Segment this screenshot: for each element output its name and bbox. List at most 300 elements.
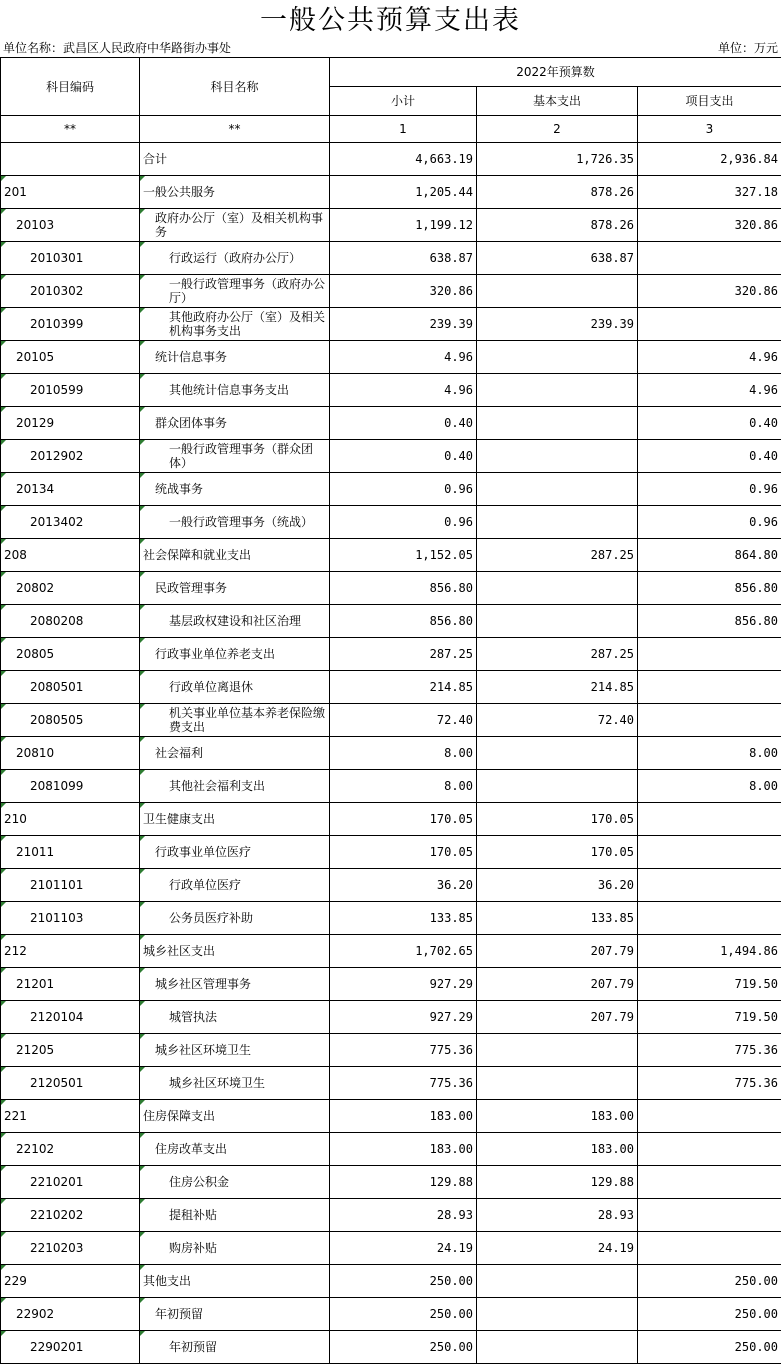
cell-subtotal-text: 1,702.65 (415, 944, 473, 958)
cell-basic-text: 24.19 (598, 1241, 634, 1255)
cell-subtotal (330, 803, 477, 836)
cell-marker-icon (1, 473, 6, 478)
cell-basic (477, 1034, 638, 1067)
cell-name-text: 机关事业单位基本养老保险缴费支出 (169, 706, 325, 734)
cell-marker-icon (1, 1331, 6, 1336)
cell-marker-icon (140, 440, 145, 445)
cell-subtotal (330, 1331, 477, 1364)
cell-name (140, 704, 330, 737)
cell-subtotal (330, 902, 477, 935)
cell-marker-icon (1, 308, 6, 313)
cell-project (638, 1232, 781, 1265)
cell-name-text: 其他社会福利支出 (169, 779, 265, 793)
cell-project-text: 320.86 (735, 218, 778, 232)
cell-marker-icon (1, 671, 6, 676)
cell-project-text: 775.36 (735, 1043, 778, 1057)
cell-subtotal (330, 1067, 477, 1100)
cell-name-text: 年初预留 (155, 1307, 203, 1321)
cell-code (1, 869, 140, 902)
cell-subtotal (330, 770, 477, 803)
cell-name-text: 基层政权建设和社区治理 (169, 614, 301, 628)
cell-name-text: 社会福利 (155, 746, 203, 760)
table-row (1, 407, 781, 440)
cell-name (140, 671, 330, 704)
cell-basic (477, 407, 638, 440)
table-row (1, 176, 781, 209)
cell-code (1, 473, 140, 506)
cell-marker-icon (140, 803, 145, 808)
cell-name (140, 341, 330, 374)
cell-basic-text: 878.26 (591, 185, 634, 199)
cell-project-text: 856.80 (735, 581, 778, 595)
cell-marker-icon (140, 902, 145, 907)
col-index-1: 1 (330, 116, 477, 143)
cell-subtotal (330, 176, 477, 209)
cell-basic-text: 287.25 (591, 647, 634, 661)
cell-code-text: 229 (4, 1274, 27, 1288)
cell-name-text: 行政单位医疗 (169, 878, 241, 892)
cell-basic-text: 133.85 (591, 911, 634, 925)
cell-subtotal (330, 1034, 477, 1067)
table-row (1, 572, 781, 605)
table-row (1, 1331, 781, 1364)
table-row (1, 1265, 781, 1298)
cell-code-text: 20810 (16, 746, 54, 760)
col-index-code: ** (1, 116, 140, 143)
cell-marker-icon (140, 1232, 145, 1237)
cell-name-text: 政府办公厅（室）及相关机构事务 (155, 211, 323, 239)
cell-subtotal-text: 927.29 (430, 1010, 473, 1024)
cell-code (1, 836, 140, 869)
cell-code (1, 1001, 140, 1034)
cell-name (140, 374, 330, 407)
cell-code (1, 1298, 140, 1331)
unit-name: 单位名称：武昌区人民政府中华路街办事处 (3, 41, 231, 56)
cell-subtotal-text: 133.85 (430, 911, 473, 925)
cell-subtotal-text: 8.00 (444, 779, 473, 793)
cell-name-text: 公务员医疗补助 (169, 911, 253, 925)
cell-marker-icon (1, 836, 6, 841)
cell-basic (477, 143, 638, 176)
cell-subtotal-text: 856.80 (430, 614, 473, 628)
cell-name-text: 行政事业单位医疗 (155, 845, 251, 859)
table-row (1, 770, 781, 803)
cell-project-text: 0.96 (749, 515, 778, 529)
table-row (1, 209, 781, 242)
cell-marker-icon (1, 572, 6, 577)
cell-basic (477, 1199, 638, 1232)
cell-project (638, 374, 781, 407)
cell-subtotal (330, 1298, 477, 1331)
cell-project (638, 1199, 781, 1232)
cell-name-text: 年初预留 (169, 1340, 217, 1354)
header-code: 科目编码 (1, 58, 140, 116)
cell-subtotal (330, 1133, 477, 1166)
cell-project-text: 320.86 (735, 284, 778, 298)
cell-code-text: 2080208 (30, 614, 83, 628)
cell-code-text: 20802 (16, 581, 54, 595)
cell-marker-icon (140, 1265, 145, 1270)
cell-subtotal (330, 506, 477, 539)
cell-name (140, 1067, 330, 1100)
cell-code-text: 2010399 (30, 317, 83, 331)
cell-name (140, 308, 330, 341)
cell-subtotal-text: 36.20 (437, 878, 473, 892)
cell-subtotal-text: 4,663.19 (415, 152, 473, 166)
cell-project-text: 775.36 (735, 1076, 778, 1090)
header-name: 科目名称 (140, 58, 330, 116)
cell-subtotal (330, 374, 477, 407)
table-row (1, 803, 781, 836)
cell-name-text: 购房补贴 (169, 1241, 217, 1255)
header-subtotal: 小计 (330, 87, 477, 116)
table-row (1, 1001, 781, 1034)
cell-basic (477, 671, 638, 704)
table-row (1, 1298, 781, 1331)
cell-name (140, 1166, 330, 1199)
cell-name (140, 770, 330, 803)
cell-marker-icon (1, 869, 6, 874)
cell-marker-icon (140, 605, 145, 610)
cell-subtotal-text: 250.00 (430, 1274, 473, 1288)
cell-project-text: 719.50 (735, 1010, 778, 1024)
cell-basic (477, 1133, 638, 1166)
budget-table (0, 57, 781, 1364)
cell-code-text: 22902 (16, 1307, 54, 1321)
cell-basic (477, 374, 638, 407)
cell-name-text: 一般行政管理事务（政府办公厅） (169, 277, 325, 305)
table-row (1, 935, 781, 968)
cell-project (638, 770, 781, 803)
cell-basic-text: 72.40 (598, 713, 634, 727)
cell-subtotal-text: 320.86 (430, 284, 473, 298)
cell-marker-icon (140, 869, 145, 874)
cell-code (1, 803, 140, 836)
cell-name-text: 城管执法 (169, 1010, 217, 1024)
cell-code-text: 22102 (16, 1142, 54, 1156)
cell-name (140, 869, 330, 902)
cell-marker-icon (1, 770, 6, 775)
cell-code (1, 671, 140, 704)
cell-name (140, 638, 330, 671)
cell-project (638, 209, 781, 242)
cell-basic (477, 209, 638, 242)
table-row (1, 836, 781, 869)
cell-marker-icon (1, 407, 6, 412)
cell-name-text: 城乡社区环境卫生 (169, 1076, 265, 1090)
cell-subtotal-text: 0.40 (444, 449, 473, 463)
cell-project (638, 572, 781, 605)
cell-marker-icon (1, 1100, 6, 1105)
header-basic: 基本支出 (477, 87, 638, 116)
cell-name-text: 群众团体事务 (155, 416, 227, 430)
cell-code-text: 21201 (16, 977, 54, 991)
cell-basic (477, 1232, 638, 1265)
cell-basic-text: 36.20 (598, 878, 634, 892)
cell-basic-text: 638.87 (591, 251, 634, 265)
cell-code (1, 704, 140, 737)
cell-project (638, 704, 781, 737)
cell-project (638, 242, 781, 275)
cell-marker-icon (140, 1166, 145, 1171)
cell-name (140, 968, 330, 1001)
cell-project-text: 250.00 (735, 1274, 778, 1288)
cell-name (140, 539, 330, 572)
cell-subtotal-text: 775.36 (430, 1076, 473, 1090)
page-title: 一般公共预算支出表 (0, 2, 781, 40)
cell-subtotal (330, 836, 477, 869)
cell-code (1, 407, 140, 440)
cell-name (140, 737, 330, 770)
cell-marker-icon (140, 341, 145, 346)
table-row (1, 539, 781, 572)
cell-code (1, 1265, 140, 1298)
cell-code (1, 440, 140, 473)
cell-project (638, 506, 781, 539)
cell-basic (477, 242, 638, 275)
cell-subtotal (330, 968, 477, 1001)
col-index-2: 2 (477, 116, 638, 143)
cell-project (638, 308, 781, 341)
cell-basic-text: 207.79 (591, 977, 634, 991)
cell-name (140, 242, 330, 275)
cell-marker-icon (140, 572, 145, 577)
cell-basic (477, 1166, 638, 1199)
cell-marker-icon (1, 737, 6, 742)
cell-name-text: 城乡社区环境卫生 (155, 1043, 251, 1057)
cell-basic (477, 1331, 638, 1364)
cell-code-text: 2120104 (30, 1010, 83, 1024)
cell-marker-icon (1, 374, 6, 379)
cell-project (638, 803, 781, 836)
table-row (1, 341, 781, 374)
table-row (1, 869, 781, 902)
cell-project (638, 1166, 781, 1199)
cell-basic-text: 170.05 (591, 845, 634, 859)
table-row (1, 1100, 781, 1133)
cell-name-text: 行政单位离退休 (169, 680, 253, 694)
cell-marker-icon (140, 473, 145, 478)
cell-basic (477, 770, 638, 803)
cell-code (1, 1166, 140, 1199)
cell-name (140, 143, 330, 176)
table-row (1, 1133, 781, 1166)
cell-marker-icon (1, 605, 6, 610)
cell-project (638, 1133, 781, 1166)
cell-marker-icon (1, 539, 6, 544)
cell-basic (477, 935, 638, 968)
cell-subtotal-text: 927.29 (430, 977, 473, 991)
cell-name-text: 统战事务 (155, 482, 203, 496)
header-budget-group: 2022年预算数 (330, 58, 781, 87)
cell-code-text: 212 (4, 944, 27, 958)
cell-marker-icon (1, 440, 6, 445)
unit-label: 单位：万元 (718, 41, 778, 56)
cell-marker-icon (140, 1133, 145, 1138)
cell-project-text: 0.96 (749, 482, 778, 496)
table-row (1, 902, 781, 935)
cell-code-text: 2101103 (30, 911, 83, 925)
cell-project-text: 2,936.84 (720, 152, 778, 166)
cell-project-text: 719.50 (735, 977, 778, 991)
cell-name (140, 1298, 330, 1331)
cell-subtotal-text: 4.96 (444, 383, 473, 397)
cell-project-text: 0.40 (749, 449, 778, 463)
cell-subtotal (330, 671, 477, 704)
cell-project (638, 1331, 781, 1364)
cell-code-text: 21205 (16, 1043, 54, 1057)
cell-marker-icon (1, 1067, 6, 1072)
cell-subtotal (330, 737, 477, 770)
cell-basic (477, 176, 638, 209)
cell-name (140, 407, 330, 440)
cell-subtotal (330, 1232, 477, 1265)
cell-project (638, 440, 781, 473)
cell-name (140, 836, 330, 869)
cell-marker-icon (140, 506, 145, 511)
cell-marker-icon (1, 176, 6, 181)
cell-code (1, 572, 140, 605)
cell-name (140, 902, 330, 935)
cell-name (140, 1001, 330, 1034)
cell-marker-icon (1, 1298, 6, 1303)
cell-project-text: 4.96 (749, 350, 778, 364)
cell-code (1, 506, 140, 539)
cell-name-text: 提租补贴 (169, 1208, 217, 1222)
cell-name-text: 一般公共服务 (143, 185, 215, 199)
cell-project (638, 143, 781, 176)
cell-code (1, 374, 140, 407)
cell-subtotal (330, 407, 477, 440)
cell-subtotal (330, 341, 477, 374)
cell-project-text: 0.40 (749, 416, 778, 430)
cell-code-text: 2210202 (30, 1208, 83, 1222)
cell-subtotal (330, 1001, 477, 1034)
cell-code (1, 1331, 140, 1364)
cell-code (1, 539, 140, 572)
cell-subtotal (330, 935, 477, 968)
cell-marker-icon (1, 209, 6, 214)
cell-basic (477, 869, 638, 902)
cell-marker-icon (1, 1133, 6, 1138)
cell-project-text: 856.80 (735, 614, 778, 628)
cell-basic (477, 1298, 638, 1331)
cell-code-text: 2010301 (30, 251, 83, 265)
cell-subtotal-text: 4.96 (444, 350, 473, 364)
cell-name-text: 其他支出 (143, 1274, 191, 1288)
cell-code-text: 210 (4, 812, 27, 826)
cell-project (638, 1001, 781, 1034)
cell-basic-text: 214.85 (591, 680, 634, 694)
cell-subtotal (330, 143, 477, 176)
cell-code-text: 20105 (16, 350, 54, 364)
cell-basic (477, 1265, 638, 1298)
cell-basic (477, 473, 638, 506)
cell-marker-icon (140, 836, 145, 841)
cell-name (140, 506, 330, 539)
cell-code-text: 2010302 (30, 284, 83, 298)
cell-code (1, 143, 140, 176)
cell-subtotal (330, 572, 477, 605)
cell-marker-icon (140, 704, 145, 709)
cell-basic-text: 207.79 (591, 1010, 634, 1024)
cell-marker-icon (1, 341, 6, 346)
table-row (1, 440, 781, 473)
cell-basic (477, 341, 638, 374)
cell-subtotal-text: 1,199.12 (415, 218, 473, 232)
cell-marker-icon (140, 935, 145, 940)
cell-project (638, 407, 781, 440)
cell-name-text: 统计信息事务 (155, 350, 227, 364)
cell-name (140, 1100, 330, 1133)
cell-basic-text: 129.88 (591, 1175, 634, 1189)
cell-marker-icon (1, 1265, 6, 1270)
cell-name (140, 440, 330, 473)
cell-name (140, 1265, 330, 1298)
cell-code (1, 1034, 140, 1067)
cell-subtotal-text: 183.00 (430, 1109, 473, 1123)
cell-code (1, 308, 140, 341)
table-row (1, 308, 781, 341)
table-row (1, 1034, 781, 1067)
cell-project-text: 8.00 (749, 746, 778, 760)
cell-project (638, 473, 781, 506)
cell-marker-icon (1, 935, 6, 940)
cell-code (1, 605, 140, 638)
cell-subtotal-text: 214.85 (430, 680, 473, 694)
cell-project-text: 327.18 (735, 185, 778, 199)
cell-code (1, 275, 140, 308)
cell-name-text: 民政管理事务 (155, 581, 227, 595)
cell-marker-icon (140, 275, 145, 280)
cell-marker-icon (140, 737, 145, 742)
table-row (1, 638, 781, 671)
cell-basic (477, 506, 638, 539)
cell-name (140, 1034, 330, 1067)
cell-marker-icon (1, 1001, 6, 1006)
cell-basic (477, 1001, 638, 1034)
cell-name-text: 其他政府办公厅（室）及相关机构事务支出 (169, 310, 325, 338)
cell-name-text: 其他统计信息事务支出 (169, 383, 289, 397)
cell-code (1, 242, 140, 275)
cell-marker-icon (140, 1298, 145, 1303)
cell-name-text: 住房保障支出 (143, 1109, 215, 1123)
cell-marker-icon (1, 242, 6, 247)
cell-marker-icon (140, 1331, 145, 1336)
table-row (1, 704, 781, 737)
cell-subtotal (330, 440, 477, 473)
cell-name (140, 1232, 330, 1265)
cell-subtotal-text: 129.88 (430, 1175, 473, 1189)
cell-basic (477, 968, 638, 1001)
col-index-name: ** (140, 116, 330, 143)
cell-code-text: 2290201 (30, 1340, 83, 1354)
cell-marker-icon (140, 1001, 145, 1006)
cell-code (1, 341, 140, 374)
cell-project (638, 605, 781, 638)
cell-code-text: 2101101 (30, 878, 83, 892)
cell-subtotal (330, 638, 477, 671)
cell-code (1, 770, 140, 803)
cell-subtotal (330, 605, 477, 638)
cell-name (140, 935, 330, 968)
cell-basic (477, 308, 638, 341)
cell-name-text: 行政事业单位养老支出 (155, 647, 275, 661)
cell-marker-icon (140, 770, 145, 775)
cell-subtotal (330, 1166, 477, 1199)
cell-subtotal-text: 170.05 (430, 812, 473, 826)
cell-subtotal-text: 250.00 (430, 1307, 473, 1321)
